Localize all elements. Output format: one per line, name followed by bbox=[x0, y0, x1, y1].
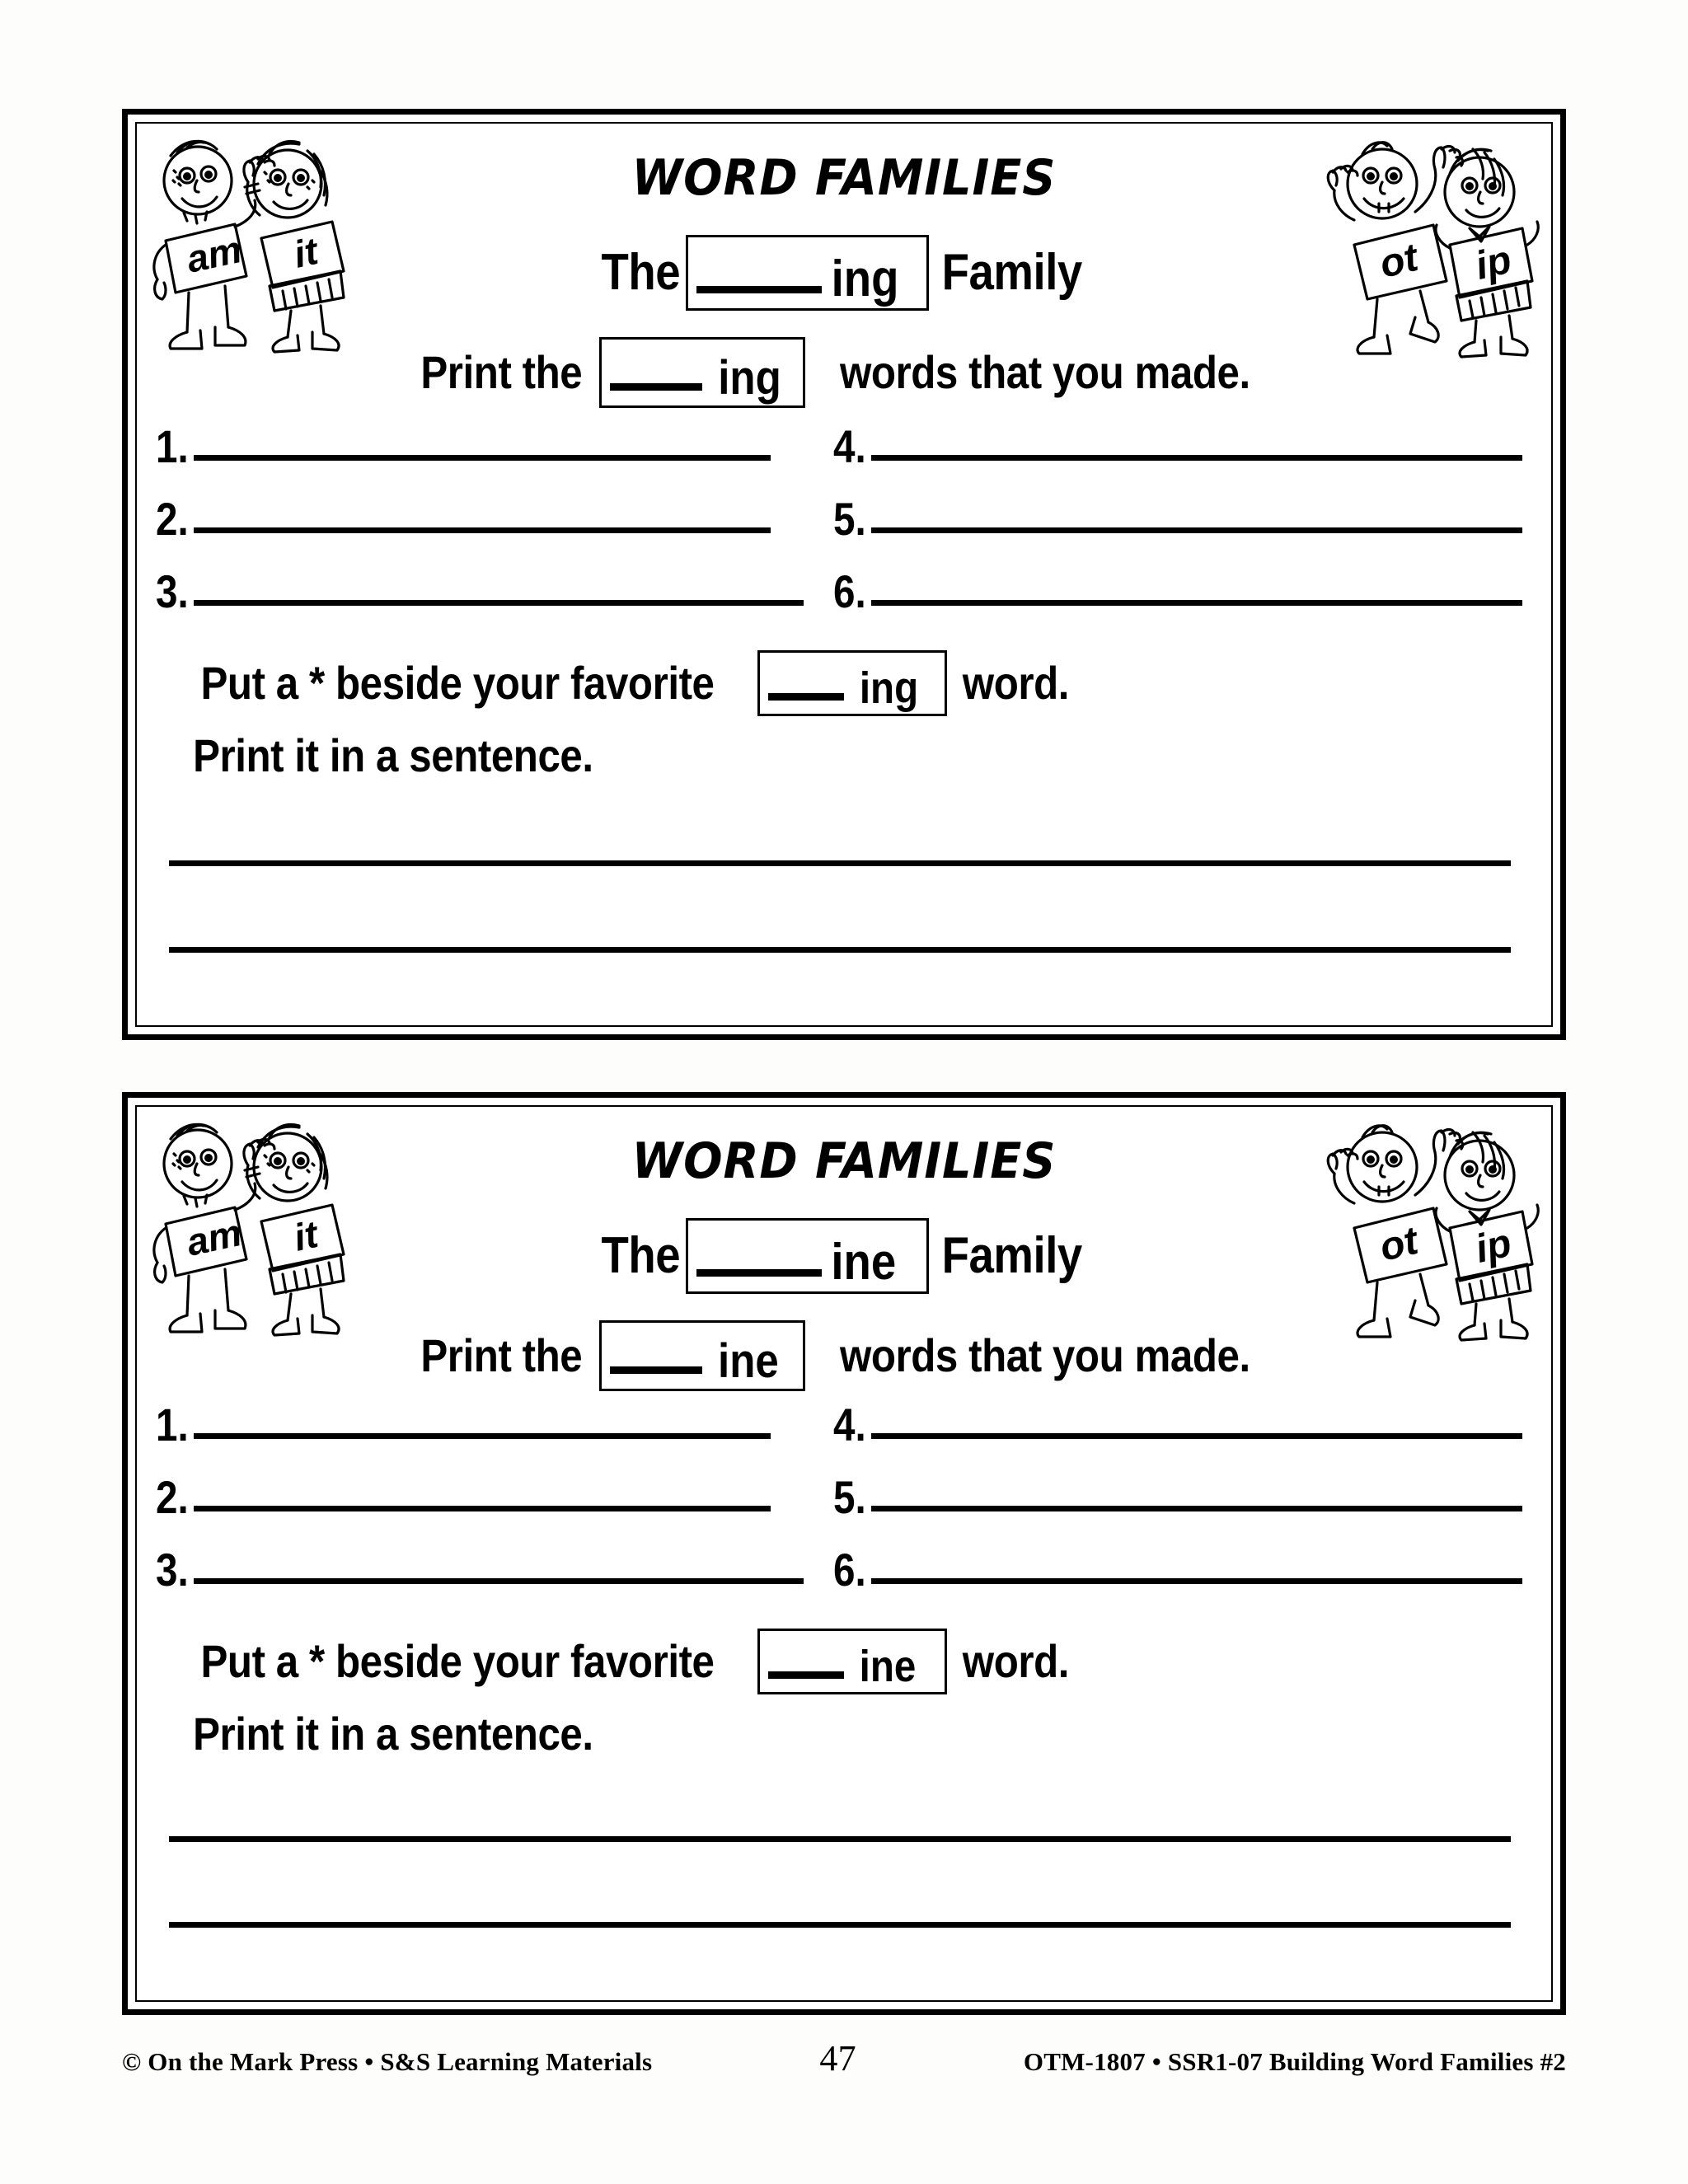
svg-text:ip: ip bbox=[1471, 237, 1516, 288]
footer-page-number: 47 bbox=[819, 2038, 856, 2079]
sentence-writing-line-1a[interactable] bbox=[169, 860, 1511, 866]
blank-rule bbox=[768, 693, 844, 701]
answer-row-4 bbox=[833, 420, 1526, 472]
answer-line[interactable] bbox=[871, 1578, 1522, 1584]
answer-number: 5. bbox=[833, 1471, 866, 1523]
svg-text:it: it bbox=[289, 229, 322, 276]
favorite-before-1: Put a * beside your favorite bbox=[200, 657, 715, 709]
answer-row-5 bbox=[833, 1471, 1526, 1523]
answer-row-2 bbox=[156, 1471, 790, 1523]
sentence-writing-line-2b[interactable] bbox=[169, 1922, 1511, 1928]
blank-rule bbox=[610, 1366, 702, 1374]
favorite-blank-box-1[interactable] bbox=[757, 650, 947, 716]
instruction-blank-box-2[interactable] bbox=[599, 1320, 805, 1391]
favorite-blank-box-2[interactable] bbox=[757, 1629, 947, 1694]
worksheet-panel-1 bbox=[122, 109, 1566, 1040]
blank-rule bbox=[696, 286, 822, 293]
answer-number: 2. bbox=[156, 1471, 189, 1523]
family-suffix-1: ing bbox=[831, 251, 899, 307]
page-footer bbox=[122, 2037, 1566, 2079]
answer-row-3 bbox=[156, 565, 815, 617]
svg-text:am: am bbox=[182, 1211, 246, 1264]
answer-number: 4. bbox=[833, 1399, 866, 1451]
svg-text:it: it bbox=[289, 1212, 322, 1259]
answer-line[interactable] bbox=[871, 527, 1522, 533]
sentence-writing-line-1b[interactable] bbox=[169, 947, 1511, 953]
answer-number: 4. bbox=[833, 420, 866, 472]
instruction-before-2: Print the bbox=[420, 1329, 583, 1381]
worksheet-panel-2 bbox=[122, 1092, 1566, 2015]
family-blank-box-1[interactable] bbox=[686, 235, 929, 311]
answer-row-5 bbox=[833, 493, 1526, 545]
answer-row-6 bbox=[833, 1544, 1526, 1596]
svg-text:ot: ot bbox=[1376, 1218, 1423, 1270]
favorite-after-2: word. bbox=[962, 1635, 1070, 1687]
favorite-before-2: Put a * beside your favorite bbox=[200, 1635, 715, 1687]
answer-number: 6. bbox=[833, 565, 866, 617]
sentence-instruction-2 bbox=[166, 1708, 621, 1760]
answer-line[interactable] bbox=[194, 527, 771, 533]
answer-number: 2. bbox=[156, 493, 189, 545]
answer-line[interactable] bbox=[194, 600, 804, 606]
sentence-instruction-text-1: Print it in a sentence. bbox=[193, 729, 593, 781]
svg-text:ip: ip bbox=[1471, 1221, 1516, 1272]
instruction-line-1 bbox=[128, 337, 1560, 408]
svg-text:am: am bbox=[182, 227, 246, 281]
instruction-blank-box-1[interactable] bbox=[599, 337, 805, 408]
answer-line[interactable] bbox=[194, 1433, 771, 1439]
answer-line[interactable] bbox=[194, 1506, 771, 1511]
favorite-suffix-2: ine bbox=[859, 1642, 917, 1691]
family-line-after-2: Family bbox=[941, 1227, 1082, 1284]
blank-rule bbox=[768, 1671, 844, 1679]
answer-number: 3. bbox=[156, 1544, 189, 1596]
family-line-before-1: The bbox=[601, 244, 681, 301]
instruction-after-1: words that you made. bbox=[840, 346, 1251, 398]
worksheet-title-2: WORD FAMILIES bbox=[631, 1132, 1057, 1190]
answer-number: 1. bbox=[156, 1399, 189, 1451]
answer-line[interactable] bbox=[871, 1506, 1522, 1511]
answer-row-4 bbox=[833, 1399, 1526, 1451]
favorite-line-1 bbox=[166, 650, 1076, 716]
answer-row-6 bbox=[833, 565, 1526, 617]
instruction-line-2 bbox=[128, 1320, 1560, 1391]
answer-line[interactable] bbox=[871, 600, 1522, 606]
worksheet-title-1: WORD FAMILIES bbox=[631, 149, 1057, 207]
instruction-after-2: words that you made. bbox=[840, 1329, 1251, 1381]
answer-row-2 bbox=[156, 493, 790, 545]
family-blank-box-2[interactable] bbox=[686, 1218, 929, 1294]
family-line-before-2: The bbox=[601, 1227, 681, 1284]
family-suffix-2: ine bbox=[831, 1234, 897, 1291]
sentence-writing-line-2a[interactable] bbox=[169, 1836, 1511, 1842]
family-line-after-1: Family bbox=[941, 244, 1082, 301]
favorite-line-2 bbox=[166, 1629, 1076, 1694]
svg-text:ot: ot bbox=[1376, 235, 1423, 287]
blank-rule bbox=[696, 1269, 822, 1277]
sentence-instruction-text-2: Print it in a sentence. bbox=[193, 1708, 593, 1760]
answer-line[interactable] bbox=[194, 455, 771, 461]
blank-rule bbox=[610, 383, 702, 391]
instruction-before-1: Print the bbox=[420, 346, 583, 398]
footer-copyright: © On the Mark Press • S&S Learning Materials bbox=[122, 2047, 653, 2076]
answer-line[interactable] bbox=[871, 455, 1522, 461]
instruction-suffix-2: ine bbox=[718, 1334, 780, 1388]
answer-line[interactable] bbox=[194, 1578, 804, 1584]
answer-row-1 bbox=[156, 420, 790, 472]
answer-row-3 bbox=[156, 1544, 815, 1596]
answer-line[interactable] bbox=[871, 1433, 1522, 1439]
answer-number: 5. bbox=[833, 493, 866, 545]
favorite-suffix-1: ing bbox=[859, 663, 919, 713]
family-line-2 bbox=[128, 1218, 1560, 1294]
favorite-after-1: word. bbox=[962, 657, 1070, 709]
answer-number: 1. bbox=[156, 420, 189, 472]
sentence-instruction-1 bbox=[166, 729, 621, 781]
answer-row-1 bbox=[156, 1399, 790, 1451]
footer-product-code: OTM-1807 • SSR1-07 Building Word Families #2 bbox=[1023, 2047, 1566, 2076]
answer-number: 6. bbox=[833, 1544, 866, 1596]
instruction-suffix-1: ing bbox=[718, 351, 782, 405]
answer-number: 3. bbox=[156, 565, 189, 617]
family-line-1 bbox=[128, 235, 1560, 311]
